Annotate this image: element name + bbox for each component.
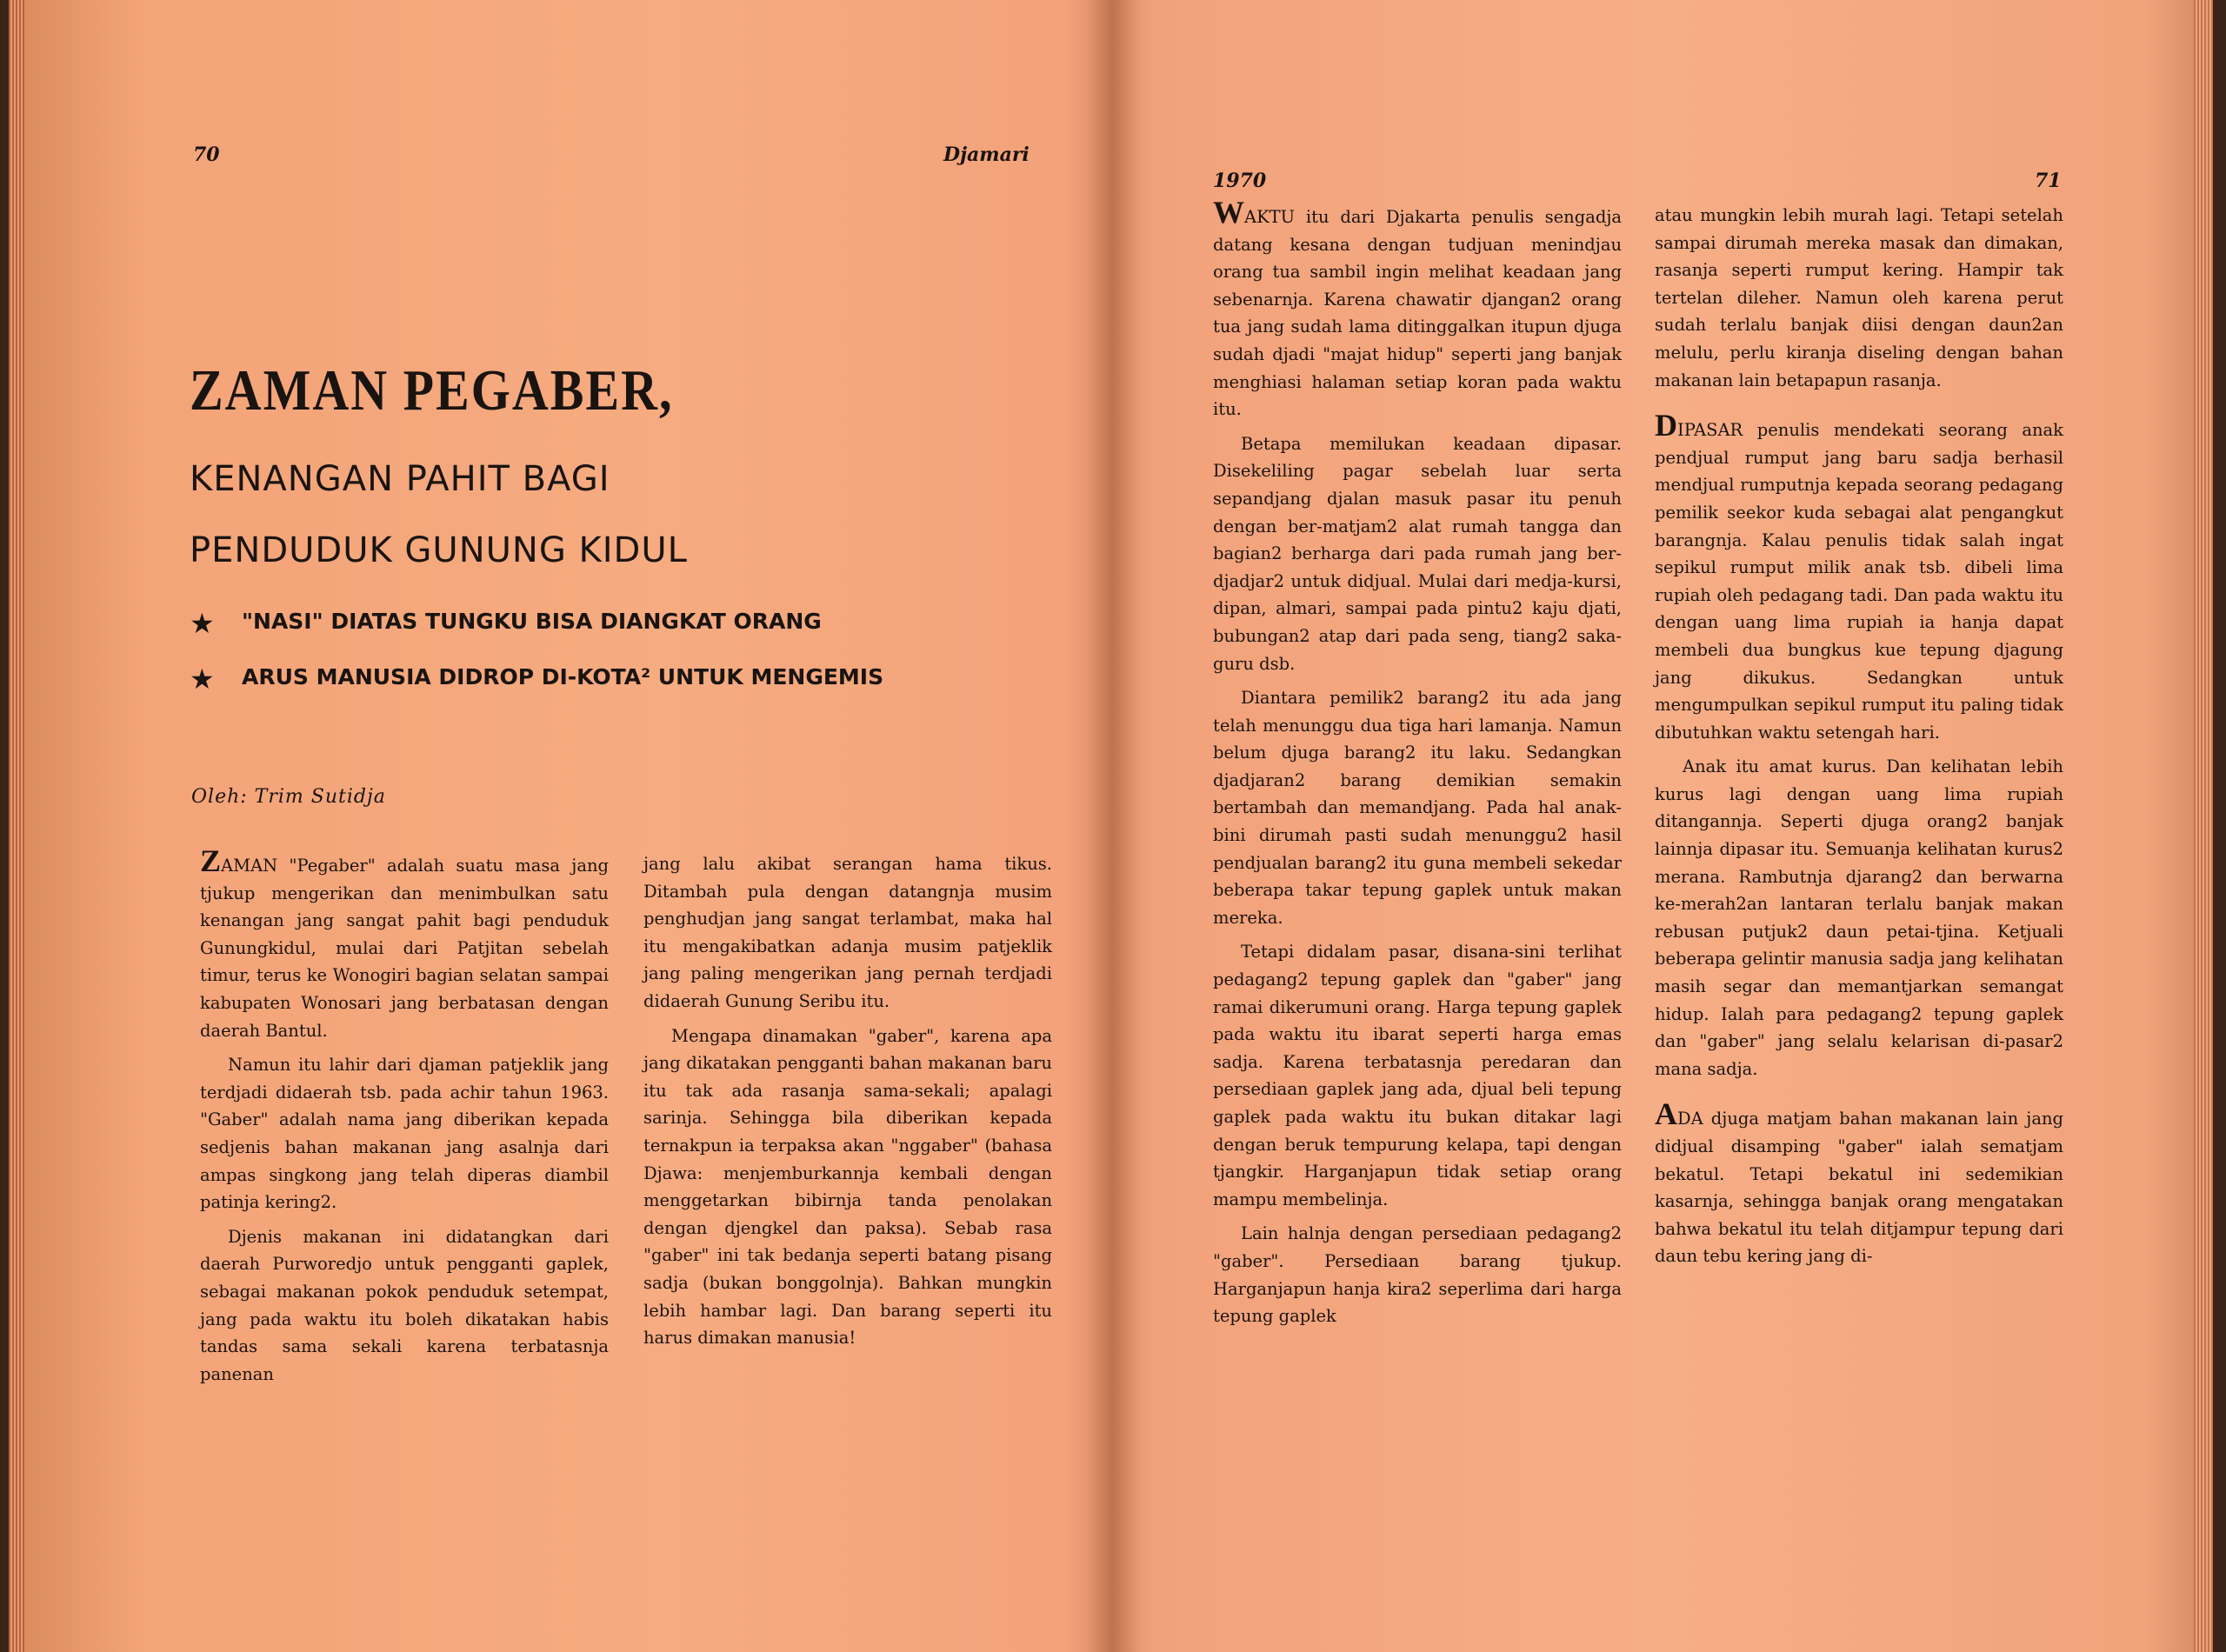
page-number: 70 [193, 143, 220, 166]
paragraph: ZAMAN "Pegaber" adalah suatu masa jang tjukup mengerikan dan menimbulkan satu kenangan jang sangat pahit bagi penduduk Gunungkidul, mulai dari Patjitan sebelah timur, terus ke Wonogiri bagian selatan sampai kabupaten Wonosari jang berbatasan dengan daerah Bantul. [200, 843, 609, 1041]
running-head: Djamari [943, 143, 1030, 166]
paragraph: DIPASAR penulis mendekati seorang anak pendjual rumput jang baru sadja berhasil mendjual rumputnja kepada seorang pedagang pemilik seekor kuda sebagai alat pengangkut barangnja. Kalau penulis tidak salah ingat sepikul rumput milik anak tsb. dibeli lima rupiah oleh pedagang tadi. Dan pada waktu itu dengan uang lima rupiah ia hanja dapat membeli dua bungkus kue tepung djagung jang dikukus. Sedangkan untuk mengumpulkan sepikul rumput itu paling tidak dibutuhkan waktu setengah hari. [1655, 408, 2063, 743]
right-page-column-2 [1655, 202, 2063, 1270]
paragraph: Lain halnja dengan persediaan pedagang2 "gaber". Persediaan barang tjukup. Harganjapun hanja kira2 seperlima dari harga tepung gaplek [1213, 1223, 1622, 1327]
page-edge-left [9, 0, 24, 1652]
headline-bullet [190, 609, 1046, 638]
page-number: 71 [2035, 170, 2062, 192]
drop-cap: Z [200, 843, 222, 878]
paragraph: atau mungkin lebih murah lagi. Tetapi setelah sampai dirumah mereka masak dan dimakan, rasanja seperti rumput kering. Hampir tak tertelan dileher. Namun oleh karena perut sudah terlalu banjak diisi dengan daun2an melulu, perlu kiranja diseling dengan bahan makanan lain betapapun rasanja. [1655, 205, 2063, 390]
bullet-text: "NASI" DIATAS TUNGKU BISA DIANGKAT ORANG [242, 609, 822, 634]
left-page-column-1 [200, 843, 609, 1388]
paragraph: Anak itu amat kurus. Dan kelihatan lebih kurus lagi dengan uang lima rupiah ditangannja. Seperti djuga orang2 banjak lainnja dipasar itu. Semuanja kelihatan kurus2 merana. Rambutnja djarang2 dan berwarna ke-merah2an lantaran terlalu banjak makan rebusan putjuk2 daun petai-tjina. Ketjuali beberapa gelintir manusia sadja jang kelihatan masih segar dan memantjarkan semangat hidup. Ialah para pedagang2 tepung gaplek dan "gaber" jang selalu kelarisan di-pasar2 mana sadja. [1655, 756, 2063, 1079]
article-subtitle-line2: PENDUDUK GUNUNG KIDUL [190, 530, 688, 570]
paragraph: ADA djuga matjam bahan makanan lain jang didjual disamping "gaber" ialah sematjam bekatul. Tetapi bekatul ini sedemikian kasarnja, sehingga banjak orang mengatakan bahwa bekatul itu telah ditjampur tepung dari daun tebu kering jang di- [1655, 1096, 2063, 1267]
byline: Oleh: Trim Sutidja [191, 786, 386, 808]
paragraph: Mengapa dinamakan "gaber", karena apa jang dikatakan pengganti bahan makanan baru itu tak ada rasanja sama-sekali; apalagi sarinja. Sehingga bila diberikan kepada ternakpun ia terpaksa akan "nggaber" (bahasa Djawa: menjemburkannja kembali dengan menggetarkan bibirnja tanda penolakan dengan djengkel dan paksa). Sebab rasa "gaber" ini tak bedanja seperti batang pisang sadja (bukan bonggolnja). Bahkan mungkin lebih hambar lagi. Dan barang seperti itu harus dimakan manusia! [643, 1025, 1052, 1349]
drop-cap: W [1213, 195, 1244, 230]
article-title: ZAMAN PEGABER, [190, 357, 674, 423]
left-page-column-2 [643, 850, 1052, 1352]
article-subtitle-line1: KENANGAN PAHIT BAGI [190, 459, 610, 499]
headline-bullet [190, 664, 1046, 694]
right-page-column-1 [1213, 195, 1622, 1330]
spine-gutter [1087, 0, 1139, 1652]
left-page [183, 0, 1052, 1652]
year-head: 1970 [1213, 170, 1267, 192]
page-edge-right [2194, 0, 2213, 1652]
drop-cap: D [1655, 408, 1677, 443]
magazine-spread [9, 0, 2213, 1652]
paragraph: Betapa memilukan keadaan dipasar. Disekeliling pagar sebelah luar serta sepandjang djalan masuk pasar itu penuh dengan ber-matjam2 alat rumah tangga dan bagian2 berharga dari pada rumah jang ber-djadjar2 untuk didjual. Mulai dari medja-kursi, dipan, almari, sampai pada pintu2 kaju djati, bubungan2 atap dari pada seng, tiang2 saka-guru dsb. [1213, 433, 1622, 674]
drop-cap: A [1655, 1096, 1677, 1132]
headline-bullets [190, 609, 1046, 720]
paragraph: WAKTU itu dari Djakarta penulis sengadja datang kesana dengan tudjuan menindjau orang tua sambil ingin melihat keadaan jang sebenarnja. Karena chawatir djangan2 orang tua jang sudah lama ditinggalkan itupun djuga sudah djadi "majat hidup" seperti jang banjak menghiasi halaman setiap koran pada waktu itu. [1213, 195, 1622, 420]
star-icon: ★ [190, 663, 215, 696]
bullet-text: ARUS MANUSIA DIDROP DI-KOTA² UNTUK MENGEMIS [242, 664, 884, 689]
star-icon: ★ [190, 607, 215, 640]
paragraph: Namun itu lahir dari djaman patjeklik jang terdjadi didaerah tsb. pada achir tahun 1963. "Gaber" adalah nama jang diberikan kepada sedjenis bahan makanan jang asalnja dari ampas singkong jang telah diperas diambil patinja kering2. [200, 1055, 609, 1213]
paragraph: jang lalu akibat serangan hama tikus. Ditambah pula dengan datangnja musim penghudjan jang sangat terlambat, maka hal itu mengakibatkan adanja musim patjeklik jang paling mengerikan jang pernah terdjadi didaerah Gunung Seribu itu. [643, 854, 1052, 1011]
paragraph: Tetapi didalam pasar, disana-sini terlihat pedagang2 tepung gaplek dan "gaber" jang ramai dikerumuni orang. Harga tepung gaplek pada waktu itu ibarat seperti harga emas sadja. Karena terbatasnja peredaran dan persediaan gaplek jang ada, djual beli tepung gaplek pada waktu itu bukan ditakar lagi dengan beruk tempurung kelapa, tapi dengan tjangkir. Harganjapun tidak setiap orang mampu membelinja. [1213, 942, 1622, 1209]
paragraph: Diantara pemilik2 barang2 itu ada jang telah menunggu dua tiga hari lamanja. Namun belum djuga barang2 itu laku. Sedangkan djadjaran2 barang demikian semakin bertambah dan memandjang. Pada hal anak-bini dirumah pasti sudah menunggu2 hasil pendjualan barang2 itu guna membeli sekedar beberapa takar tepung gaplek untuk makan mereka. [1213, 688, 1622, 928]
paragraph: Djenis makanan ini didatangkan dari daerah Purworedjo untuk pengganti gaplek, sebagai makanan pokok penduduk setempat, jang pada waktu itu boleh dikatakan habis tandas sama sekali karena terbatasnja panenan [200, 1226, 609, 1384]
